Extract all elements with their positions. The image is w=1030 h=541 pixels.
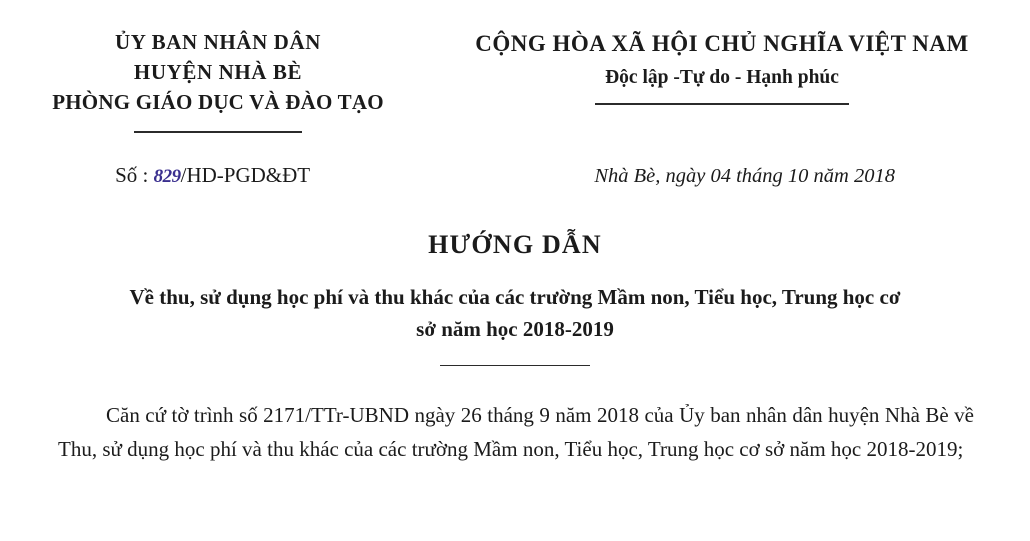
document-number-handwritten: 829 (153, 166, 181, 188)
document-meta-row (0, 163, 1030, 188)
document-number-prefix: Số : (115, 163, 154, 188)
issuer-divider (134, 131, 302, 133)
document-subtitle: Về thu, sử dụng học phí và thu khác của các trường Mầm non, Tiểu học, Trung học cơ sở năm học 2018-2019 (129, 285, 901, 341)
motto-divider (595, 103, 849, 105)
issuer-line-3: PHÒNG GIÁO DỤC VÀ ĐÀO TẠO (52, 89, 384, 114)
page-title: HƯỚNG DẪN (428, 230, 602, 260)
place-and-date: Nhà Bè, ngày 04 tháng 10 năm 2018 (594, 165, 895, 188)
nation-name: CỘNG HÒA XÃ HỘI CHỦ NGHĨA VIỆT NAM (475, 31, 969, 56)
document-number-suffix: /HD-PGD&ĐT (180, 163, 311, 188)
issuer-line-1: ỦY BAN NHÂN DÂN (115, 30, 321, 54)
national-motto: Độc lập -Tự do - Hạnh phúc (605, 67, 839, 89)
document-header (0, 0, 1030, 133)
document-title-block (0, 230, 1030, 366)
document-number (0, 163, 419, 188)
national-heading-block (428, 28, 1012, 105)
issuing-authority-block (0, 28, 428, 133)
body-paragraph-1: Căn cứ tờ trình số 2171/TTr-UBND ngày 26 tháng 9 năm 2018 của Ủy ban nhân dân huyện Nhà Bè về Thu, sử dụng học phí và thu khác của các trường Mầm non, Tiểu học, Trung học cơ sở năm học 2018-2019; (58, 403, 974, 462)
document-body (0, 398, 1030, 466)
title-divider (440, 365, 590, 367)
issuer-line-2: HUYỆN NHÀ BÈ (133, 59, 303, 84)
